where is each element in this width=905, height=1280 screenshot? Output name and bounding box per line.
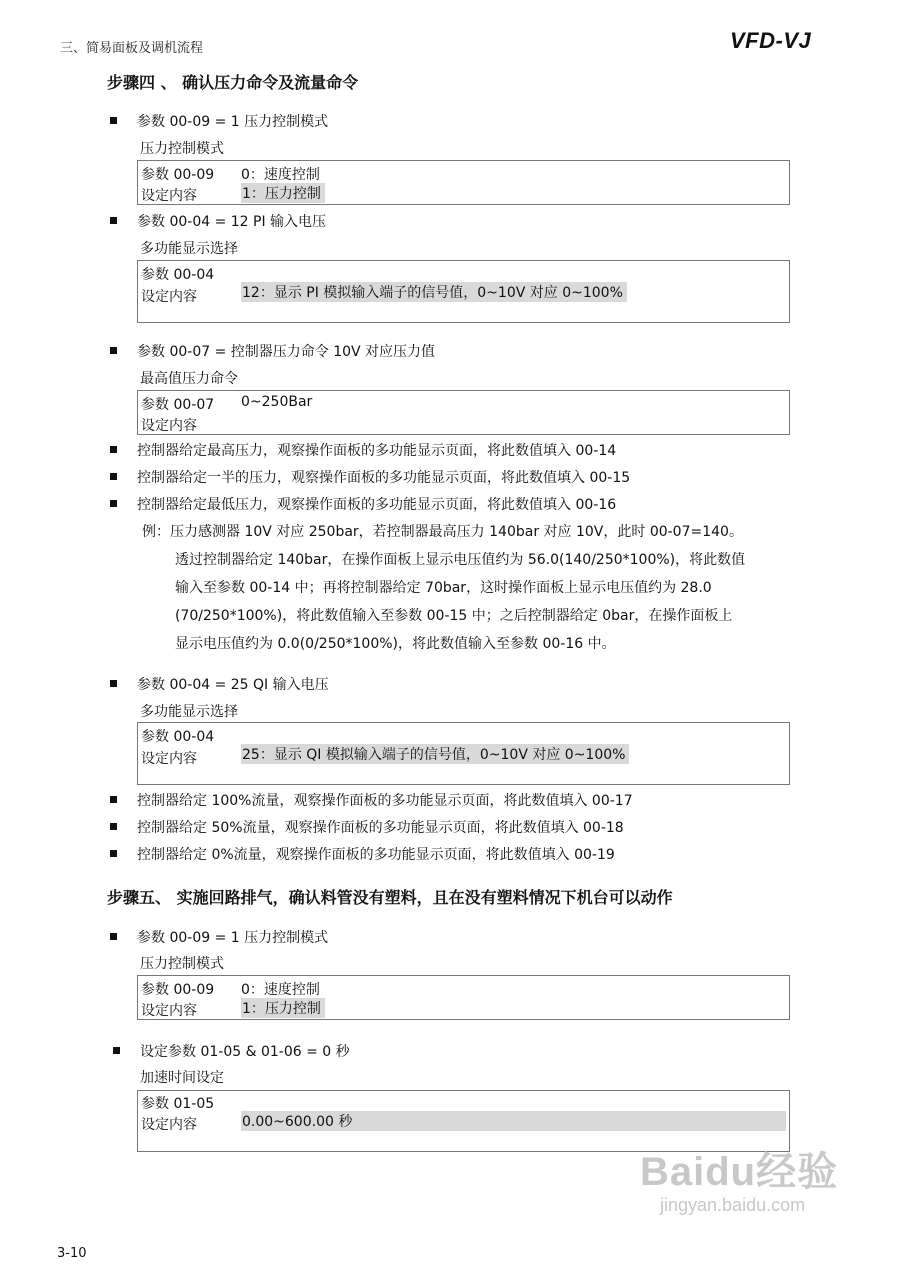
param-subtitle: 加速时间设定 xyxy=(140,1070,224,1086)
bullet-icon xyxy=(110,823,117,830)
bullet-icon xyxy=(113,1047,120,1054)
example-text: (70/250*100%)，将此数值输入至参数 00-15 中；之后控制器给定 0bar，在操作面板上 xyxy=(175,608,733,624)
example-text: 透过控制器给定 140bar，在操作面板上显示电压值约为 56.0(140/250*100%)，将此数值 xyxy=(175,552,746,568)
bullet-icon xyxy=(110,500,117,507)
bullet-icon xyxy=(110,446,117,453)
param-subtitle: 压力控制模式 xyxy=(140,956,224,972)
param-value: 0~250Bar xyxy=(241,394,313,410)
watermark-url: jingyan.baidu.com xyxy=(660,1195,806,1215)
param-value: 0：速度控制 xyxy=(241,167,320,183)
bullet-icon xyxy=(110,796,117,803)
param-label: 参数 00-04 xyxy=(141,729,215,745)
bullet-icon xyxy=(110,680,117,687)
bullet-item: 控制器给定 0%流量，观察操作面板的多功能显示页面，将此数值填入 00-19 xyxy=(110,844,615,864)
param-subtitle: 最高值压力命令 xyxy=(140,371,238,387)
bullet-item: 参数 00-04 = 12 PI 输入电压 xyxy=(110,211,326,231)
bullet-item: 控制器给定最高压力，观察操作面板的多功能显示页面，将此数值填入 00-14 xyxy=(110,440,616,460)
param-label: 参数 00-04 xyxy=(141,267,215,283)
bullet-item: 参数 00-04 = 25 QI 输入电压 xyxy=(110,674,329,694)
example-text: 例：压力感测器 10V 对应 250bar，若控制器最高压力 140bar 对应 10V，此时 00-07=140。 xyxy=(142,524,743,540)
vfd-vj-logo: VFD-VJ xyxy=(730,28,812,53)
setting-value: 1：压力控制 xyxy=(241,998,325,1018)
setting-label: 设定内容 xyxy=(141,1003,197,1019)
param-box xyxy=(137,160,790,205)
param-box xyxy=(137,260,790,323)
setting-value: 1：压力控制 xyxy=(241,183,325,203)
param-label: 参数 00-09 xyxy=(141,167,215,183)
step4-title: 步骤四 、 确认压力命令及流量命令 xyxy=(107,73,359,92)
bullet-item: 控制器给定最低压力，观察操作面板的多功能显示页面，将此数值填入 00-16 xyxy=(110,494,616,514)
bullet-item: 参数 00-07 = 控制器压力命令 10V 对应压力值 xyxy=(110,341,435,361)
param-label: 参数 01-05 xyxy=(141,1096,215,1112)
bullet-item: 参数 00-09 = 1 压力控制模式 xyxy=(110,111,328,131)
param-subtitle: 多功能显示选择 xyxy=(140,704,238,720)
setting-label: 设定内容 xyxy=(141,418,197,434)
param-box xyxy=(137,975,790,1020)
watermark-brand: Baidu经验 xyxy=(640,1150,839,1194)
step5-title: 步骤五、 实施回路排气，确认料管没有塑料，且在没有塑料情况下机台可以动作 xyxy=(107,888,673,907)
bullet-icon xyxy=(110,117,117,124)
param-value: 0：速度控制 xyxy=(241,982,320,998)
baidu-watermark xyxy=(640,1140,838,1216)
bullet-icon xyxy=(110,347,117,354)
param-box xyxy=(137,722,790,785)
bullet-item: 控制器给定 50%流量，观察操作面板的多功能显示页面，将此数值填入 00-18 xyxy=(110,817,624,837)
bullet-icon xyxy=(110,217,117,224)
param-subtitle: 多功能显示选择 xyxy=(140,241,238,257)
setting-value: 12：显示 PI 模拟输入端子的信号值，0~10V 对应 0~100% xyxy=(241,282,627,302)
setting-label: 设定内容 xyxy=(141,188,197,204)
bullet-item: 设定参数 01-05 & 01-06 = 0 秒 xyxy=(113,1041,350,1061)
setting-value: 0.00~600.00 秒 xyxy=(241,1111,786,1131)
setting-label: 设定内容 xyxy=(141,1117,197,1133)
bullet-icon xyxy=(110,850,117,857)
example-text: 输入至参数 00-14 中；再将控制器给定 70bar，这时操作面板上显示电压值约为 28.0 xyxy=(175,580,712,596)
page-number: 3-10 xyxy=(57,1246,87,1261)
setting-label: 设定内容 xyxy=(141,751,197,767)
bullet-item: 控制器给定一半的压力，观察操作面板的多功能显示页面，将此数值填入 00-15 xyxy=(110,467,630,487)
bullet-icon xyxy=(110,933,117,940)
setting-value: 25：显示 QI 模拟输入端子的信号值，0~10V 对应 0~100% xyxy=(241,744,629,764)
param-box xyxy=(137,390,790,435)
section-header: 三、简易面板及调机流程 xyxy=(60,41,204,56)
bullet-item: 控制器给定 100%流量，观察操作面板的多功能显示页面，将此数值填入 00-17 xyxy=(110,790,633,810)
setting-label: 设定内容 xyxy=(141,289,197,305)
param-subtitle: 压力控制模式 xyxy=(140,141,224,157)
bullet-icon xyxy=(110,473,117,480)
bullet-item: 参数 00-09 = 1 压力控制模式 xyxy=(110,927,328,947)
example-text: 显示电压值约为 0.0(0/250*100%)，将此数值输入至参数 00-16 中。 xyxy=(175,636,616,652)
param-label: 参数 00-09 xyxy=(141,982,215,998)
param-label: 参数 00-07 xyxy=(141,397,215,413)
